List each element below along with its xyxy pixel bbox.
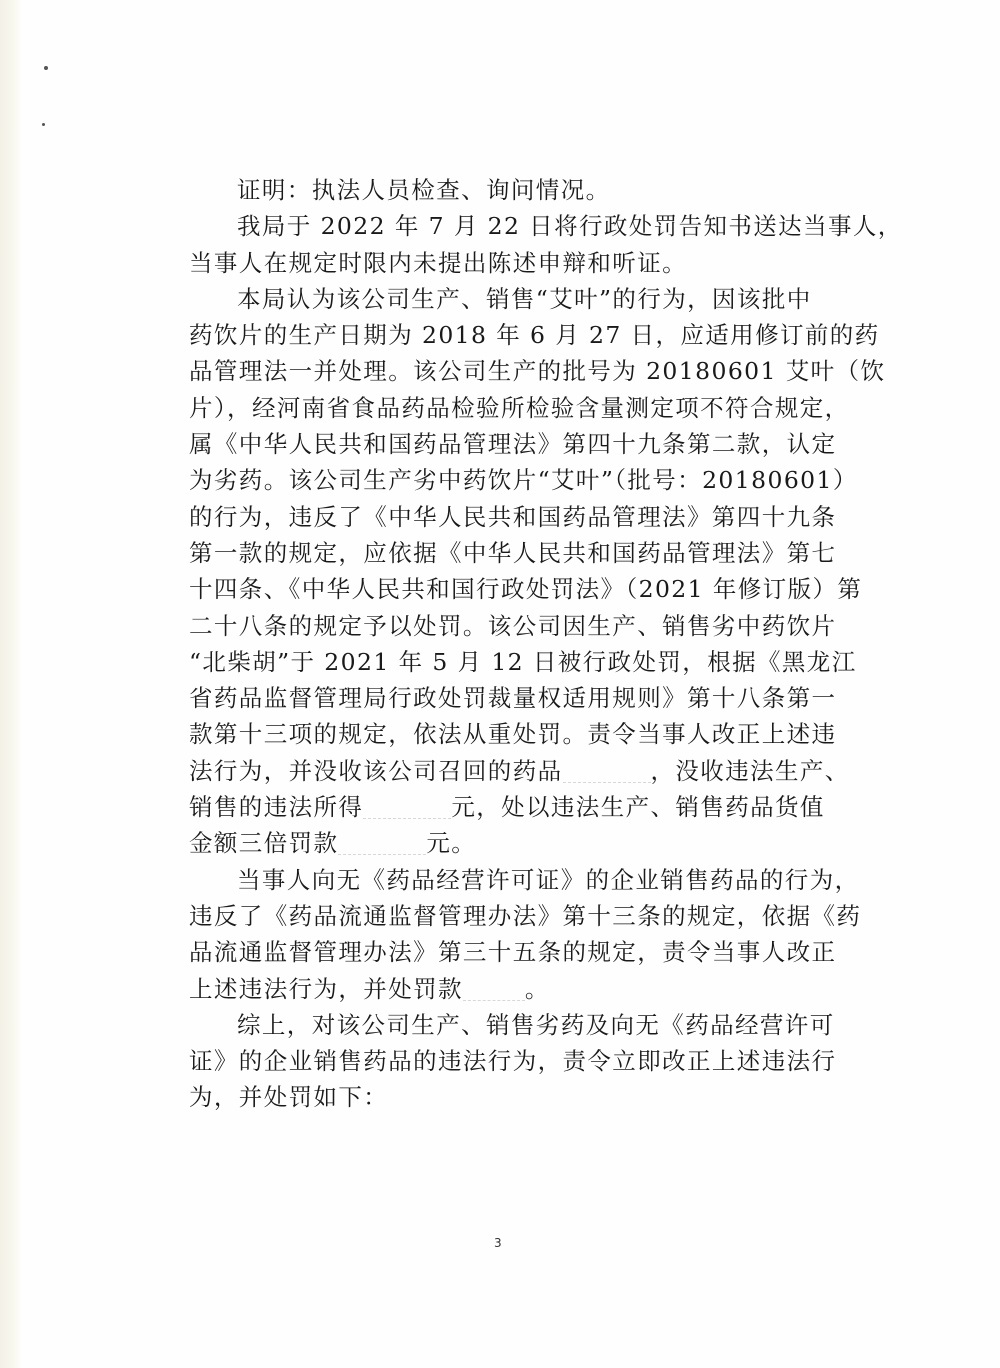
text-line: 我局于 2022 年 7 月 22 日将行政处罚告知书送达当事人， <box>237 212 903 241</box>
text-line: “北柴胡”于 2021 年 5 月 12 日被行政处罚，根据《黑龙江 <box>189 647 857 676</box>
text-line: 违反了《药品流通监督管理办法》第十三条的规定，依据《药 <box>189 901 862 930</box>
text-line: 本局认为该公司生产、销售“艾叶”的行为，因该批中 <box>237 284 812 313</box>
text-line: 片），经河南省食品药品检验所检验含量测定项不符合规定， <box>189 393 850 422</box>
text-segment: 法行为，并没收该公司召回的药品 <box>189 756 563 785</box>
text-line: 品流通监督管理办法》第三十五条的规定，责令当事人改正 <box>189 938 837 967</box>
text-segment: ，没收违法生产、 <box>650 756 850 785</box>
text-line: 当事人在规定时限内未提出陈述申辩和听证。 <box>189 248 687 277</box>
text-line: 综上，对该公司生产、销售劣药及向无《药品经营许可 <box>237 1010 835 1039</box>
text-line: 证明：执法人员检查、询问情况。 <box>237 176 611 204</box>
text-line: 证》的企业销售药品的违法行为，责令立即改正上述违法行 <box>189 1047 837 1076</box>
text-line: 属《中华人民共和国药品管理法》第四十九条第二款，认定 <box>189 430 837 459</box>
paragraph-summary <box>189 1007 837 1116</box>
redacted-region <box>463 980 525 1001</box>
paragraph-finding-1 <box>189 281 886 862</box>
text-segment: 销售的违法所得 <box>189 793 364 822</box>
redacted-region <box>563 762 651 783</box>
text-line-redacted <box>189 971 819 1007</box>
paragraph-notice <box>189 208 903 281</box>
text-segment: 元。 <box>426 829 477 858</box>
text-line: 品管理法一并处理。该公司生产的批号为 20180601 艾叶（饮 <box>189 357 886 386</box>
text-line: 十四条、《中华人民共和国行政处罚法》（2021 年修订版）第 <box>189 575 863 604</box>
text-line: 当事人向无《药品经营许可证》的企业销售药品的行为， <box>237 865 860 894</box>
redacted-region <box>363 798 451 819</box>
text-segment: 。 <box>524 974 550 1003</box>
text-line-redacted <box>189 825 819 861</box>
redacted-region <box>338 834 426 855</box>
paragraph-evidence <box>189 172 819 208</box>
text-segment: 元，处以违法生产、销售药品货值 <box>451 793 825 822</box>
document-body <box>189 172 903 1116</box>
scan-edge <box>0 0 22 1368</box>
text-line-redacted <box>189 789 825 825</box>
text-line: 为劣药。该公司生产劣中药饮片“艾叶”（批号：20180601） <box>189 466 858 495</box>
text-line: 款第十三项的规定，依法从重处罚。责令当事人改正上述违 <box>189 720 837 749</box>
text-segment: 上述违法行为，并处罚款 <box>189 974 463 1003</box>
text-line: 二十八条的规定予以处罚。该公司因生产、销售劣中药饮片 <box>189 611 837 640</box>
text-segment: 金额三倍罚款 <box>189 829 339 858</box>
scan-speck <box>42 123 45 126</box>
scan-speck <box>44 66 48 70</box>
page-number: 3 <box>494 1236 502 1250</box>
text-line: 为，并处罚如下： <box>189 1083 389 1112</box>
text-line: 省药品监督管理局行政处罚裁量权适用规则》第十八条第一 <box>189 684 837 713</box>
text-line: 第一款的规定，应依据《中华人民共和国药品管理法》第七 <box>189 538 837 567</box>
text-line-redacted <box>189 753 850 789</box>
text-line: 的行为，违反了《中华人民共和国药品管理法》第四十九条 <box>189 502 837 531</box>
paragraph-finding-2 <box>189 862 862 1007</box>
text-line: 药饮片的生产日期为 2018 年 6 月 27 日，应适用修订前的药 <box>189 321 880 350</box>
